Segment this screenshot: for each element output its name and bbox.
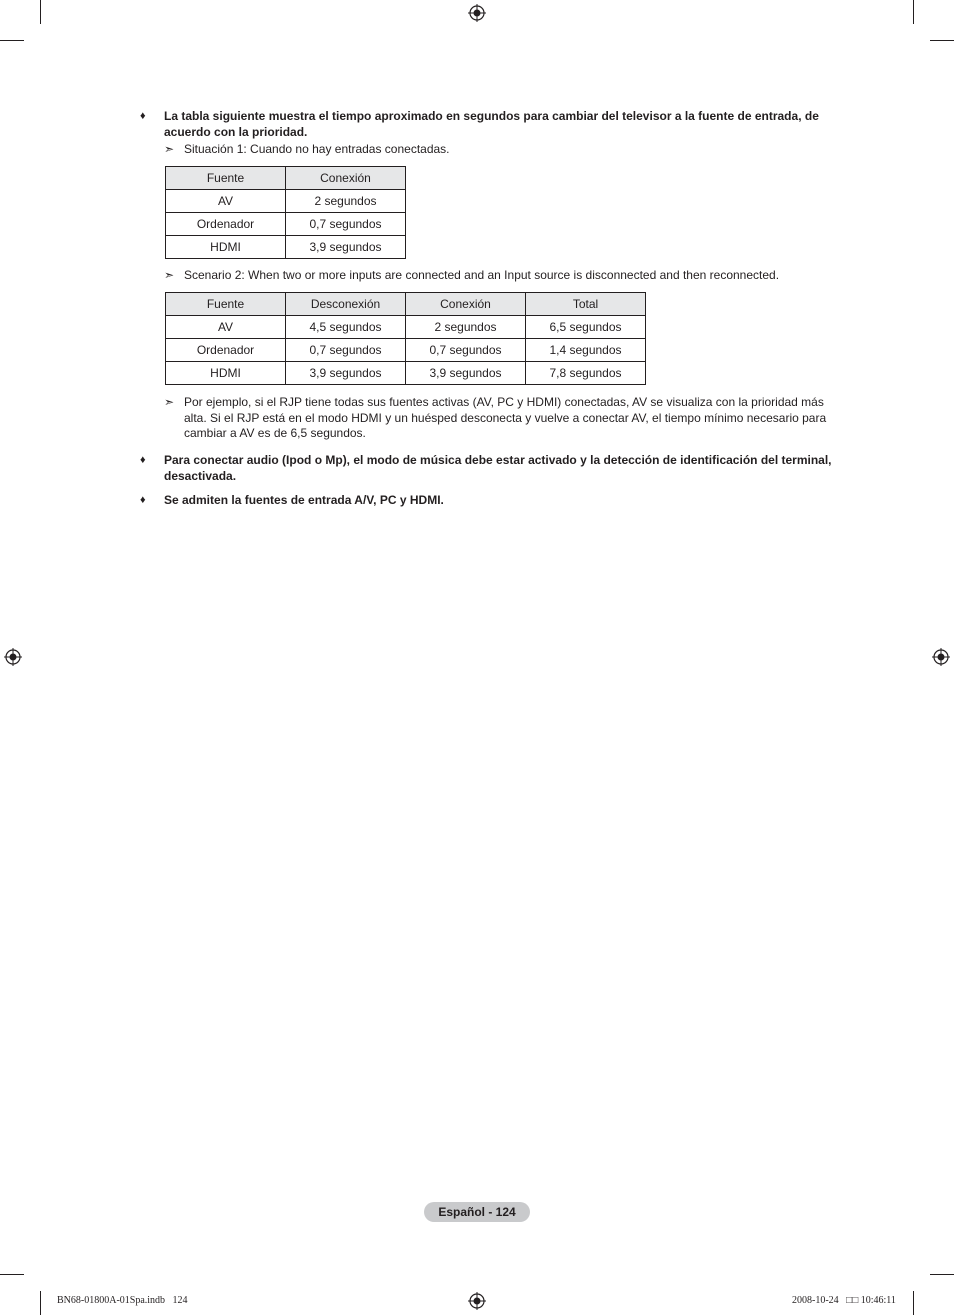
table-row <box>166 236 406 259</box>
registration-mark-icon <box>932 648 950 666</box>
table-cell: HDMI <box>166 236 286 259</box>
bullet-diamond-icon: ♦ <box>140 110 146 122</box>
table-cell: 0,7 segundos <box>406 339 526 362</box>
note-arrow-icon: ➣ <box>164 268 175 282</box>
table-cell: AV <box>166 316 286 339</box>
print-slug-date: 2008-10-24 □□ 10:46:11 <box>792 1295 896 1306</box>
scenario1-note-text: Situación 1: Cuando no hay entradas conectadas. <box>184 142 450 156</box>
table-cell: 4,5 segundos <box>286 316 406 339</box>
table-cell: 6,5 segundos <box>526 316 646 339</box>
table-cell: AV <box>166 190 286 213</box>
table-cell: 3,9 segundos <box>286 362 406 385</box>
scenario2-note-text: Scenario 2: When two or more inputs are connected and an Input source is disconnected and then reconnected. <box>184 268 780 282</box>
crop-mark <box>913 0 914 24</box>
scenario1-table <box>165 166 406 259</box>
table-cell: Ordenador <box>166 213 286 236</box>
bullet-diamond-icon: ♦ <box>140 454 146 466</box>
intro-bullet-text: La tabla siguiente muestra el tiempo aproximado en segundos para cambiar del televisor a la fuente de entrada, de acuerdo con la prioridad. <box>164 109 819 139</box>
sources-bullet-text: Se admiten la fuentes de entrada A/V, PC y HDMI. <box>164 493 444 507</box>
table-header-cell: Fuente <box>166 167 286 190</box>
crop-mark <box>930 1274 954 1275</box>
table-cell: HDMI <box>166 362 286 385</box>
registration-mark-icon <box>468 1292 486 1310</box>
table-header-cell: Total <box>526 293 646 316</box>
table-cell: 2 segundos <box>286 190 406 213</box>
page-number-badge: Español - 124 <box>424 1202 530 1222</box>
example-note-text: Por ejemplo, si el RJP tiene todas sus fuentes activas (AV, PC y HDMI) conectadas, AV se visualiza con la prioridad más alta. Si el RJP está en el modo HDMI y un huésped desconecta y vuelve a conectar AV, el tiempo mínimo necesario para cambiar a AV es de 6,5 segundos. <box>184 395 827 440</box>
registration-mark-icon <box>468 4 486 22</box>
table-header-row <box>166 167 406 190</box>
table-row <box>166 190 406 213</box>
print-slug-file: BN68-01800A-01Spa.indb 124 <box>57 1295 188 1306</box>
table-row <box>166 213 406 236</box>
table-row <box>166 339 646 362</box>
crop-mark <box>0 40 24 41</box>
note-arrow-icon: ➣ <box>164 395 175 409</box>
table-header-cell: Conexión <box>406 293 526 316</box>
note-arrow-icon: ➣ <box>164 142 175 156</box>
crop-mark <box>930 40 954 41</box>
table-cell: 0,7 segundos <box>286 213 406 236</box>
scenario2-table <box>165 292 646 385</box>
registration-mark-icon <box>4 648 22 666</box>
table-row <box>166 362 646 385</box>
table-cell: 1,4 segundos <box>526 339 646 362</box>
table-cell: 0,7 segundos <box>286 339 406 362</box>
table-header-row <box>166 293 646 316</box>
table-header-cell: Desconexión <box>286 293 406 316</box>
crop-mark <box>913 1291 914 1315</box>
crop-mark <box>40 1291 41 1315</box>
table-cell: 2 segundos <box>406 316 526 339</box>
table-cell: 7,8 segundos <box>526 362 646 385</box>
table-cell: 3,9 segundos <box>286 236 406 259</box>
table-cell: Ordenador <box>166 339 286 362</box>
audio-bullet-text: Para conectar audio (Ipod o Mp), el modo de música debe estar activado y la detección de identificación del terminal, desactivada. <box>164 453 832 483</box>
crop-mark <box>40 0 41 24</box>
table-row <box>166 316 646 339</box>
bullet-diamond-icon: ♦ <box>140 494 146 506</box>
crop-mark <box>0 1274 24 1275</box>
table-cell: 3,9 segundos <box>406 362 526 385</box>
table-header-cell: Conexión <box>286 167 406 190</box>
table-header-cell: Fuente <box>166 293 286 316</box>
